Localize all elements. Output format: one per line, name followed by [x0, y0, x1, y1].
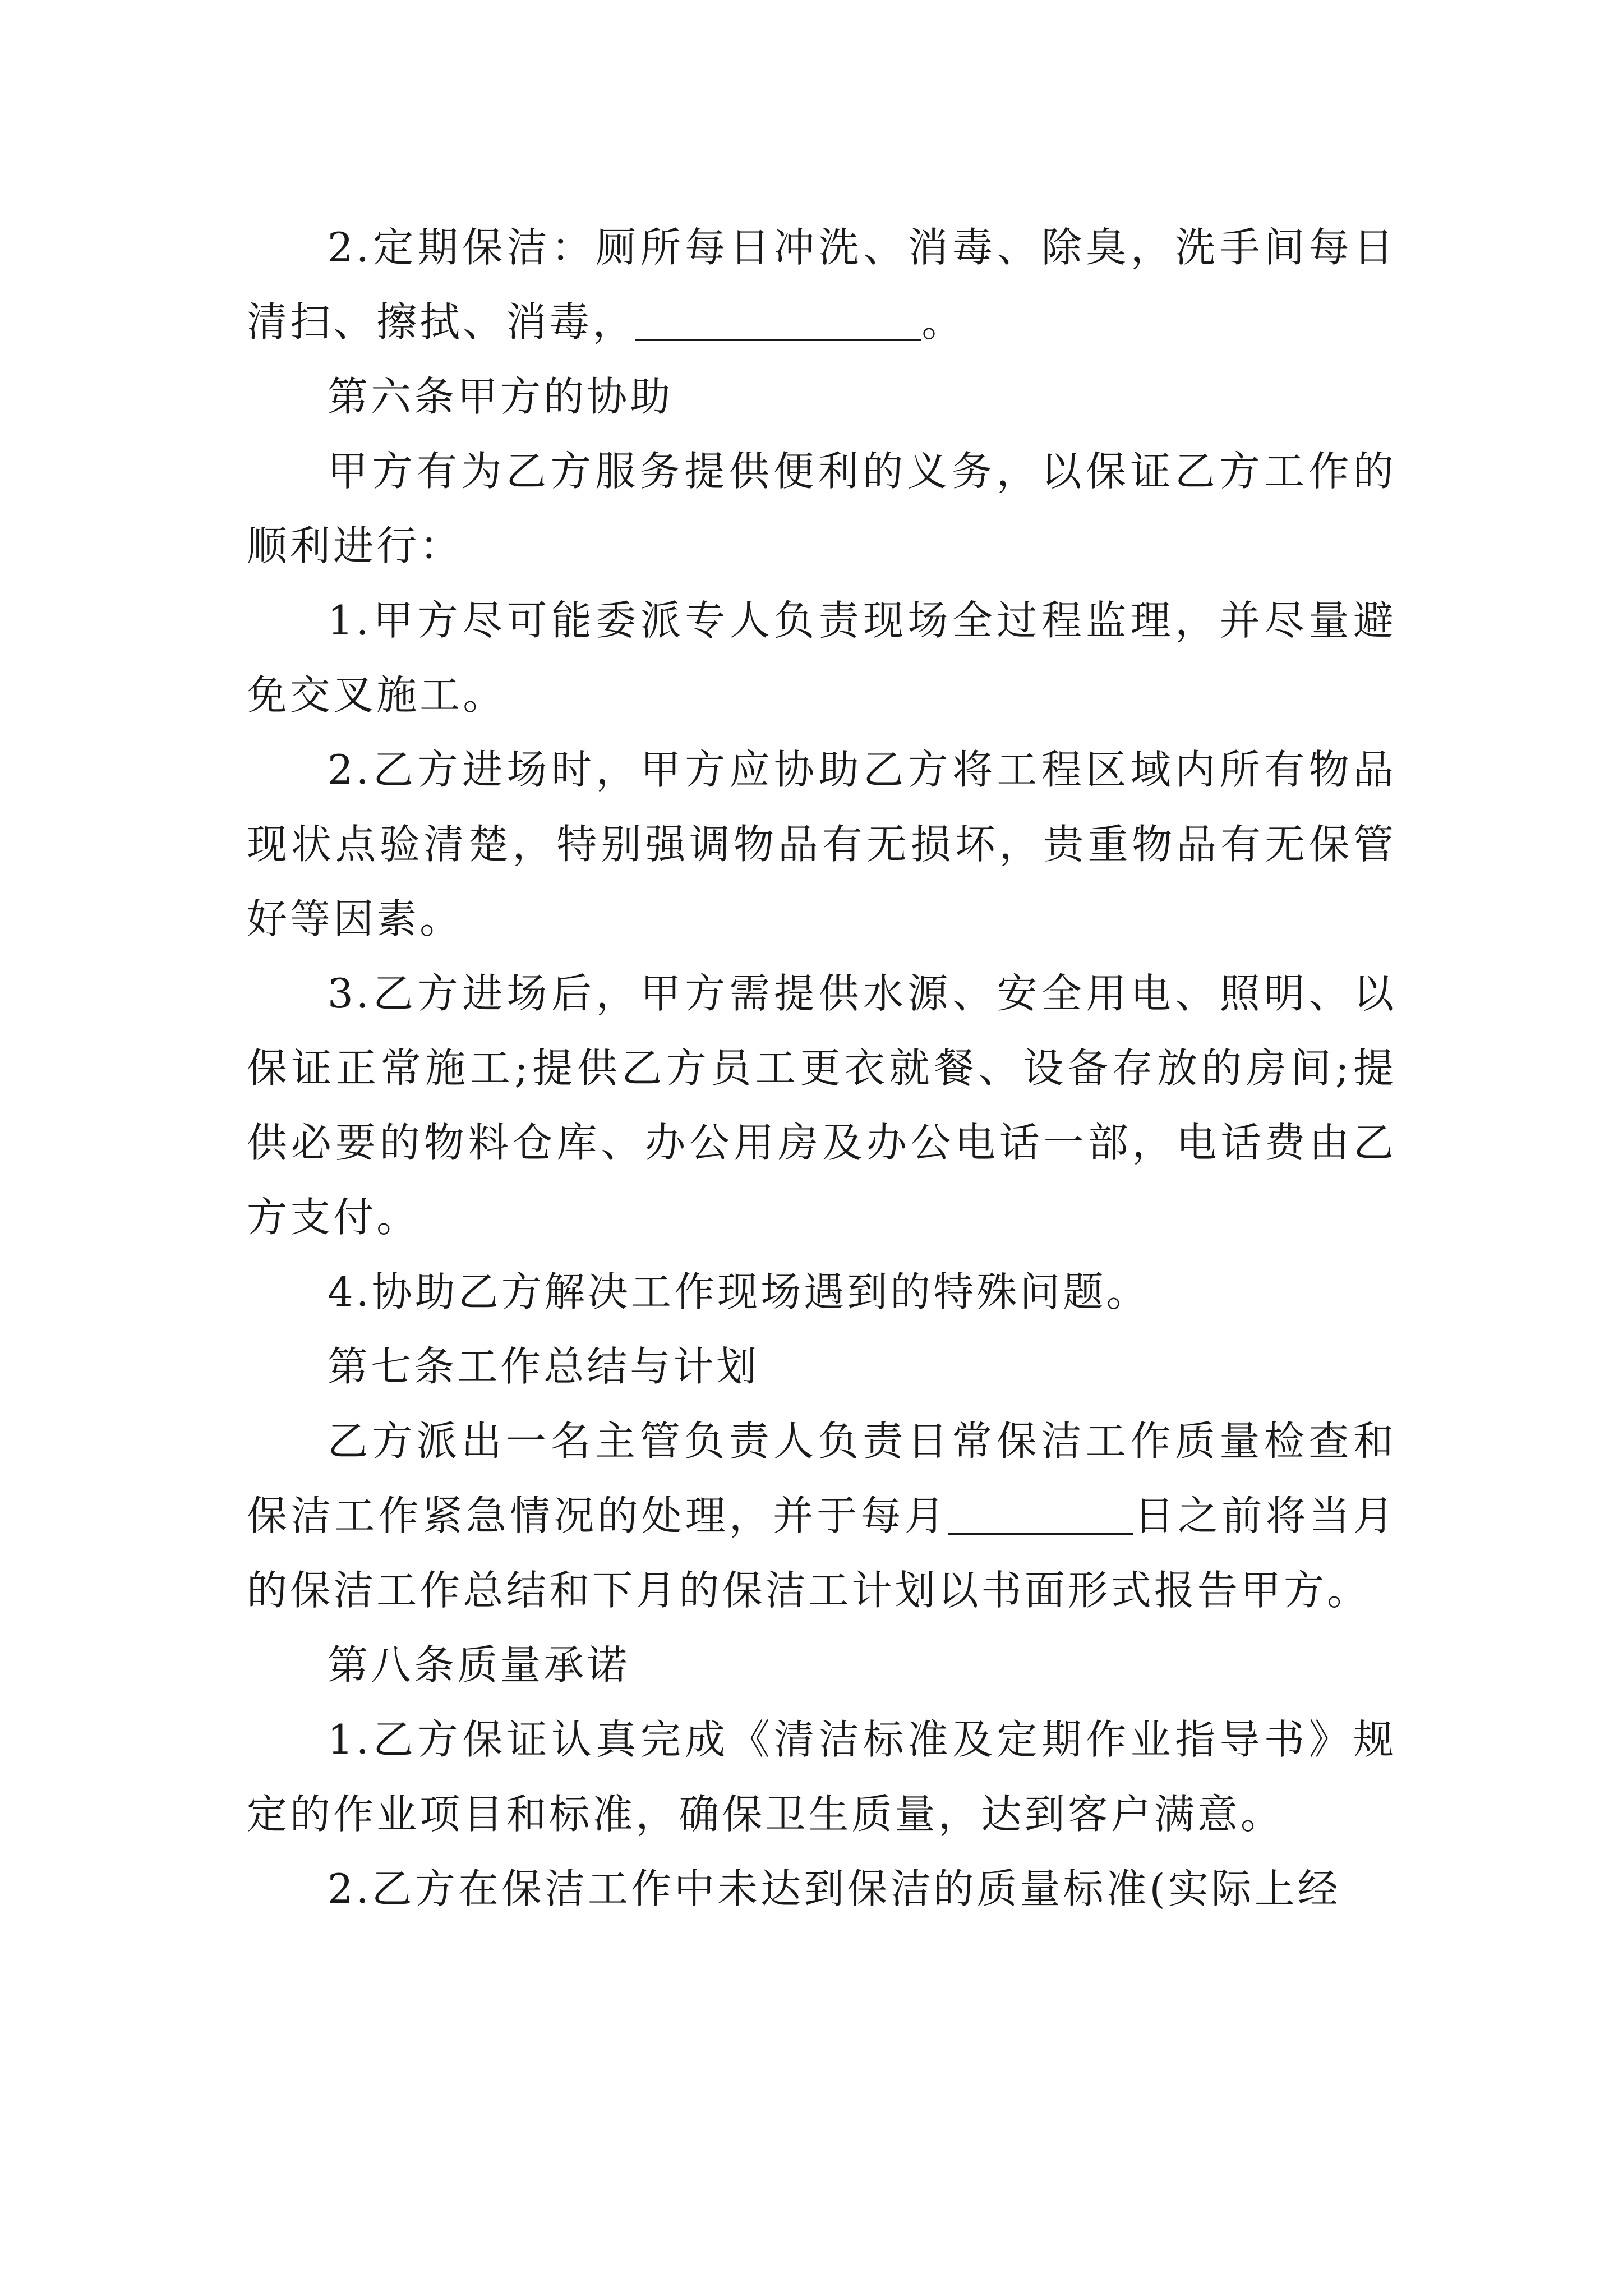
- article-6-item-4: 4.协助乙方解决工作现场遇到的特殊问题。: [328, 1268, 1150, 1315]
- article-8-heading: 第八条质量承诺: [328, 1641, 630, 1688]
- article-6-item-3: 3.乙方进场后，甲方需提供水源、安全用电、照明、以保证正常施工;提供乙方员工更衣就餐、设备存放的房间;提供必要的物料仓库、办公用房及办公电话一部，电话费由乙方支付。: [247, 970, 1396, 1241]
- article-6-intro: 甲方有为乙方服务提供便利的义务，以保证乙方工作的顺利进行：: [247, 448, 1396, 569]
- article-6-item-2: 2.乙方进场时，甲方应协助乙方将工程区域内所有物品现状点验清楚，特别强调物品有无损坏，贵重物品有无保管好等因素。: [247, 746, 1396, 942]
- clause-5-item-2: [247, 210, 1396, 360]
- article-7-body: [247, 1404, 1396, 1628]
- article-6-heading: 第六条甲方的协助: [328, 373, 674, 420]
- article-6-item-1: 1.甲方尽可能委派专人负责现场全过程监理，并尽量避免交叉施工。: [247, 597, 1396, 719]
- clause-5-item-2-text: 2.定期保洁：厕所每日冲洗、消毒、除臭，洗手间每日清扫、擦拭、消毒，: [247, 224, 1396, 346]
- article-8-item-2: 2.乙方在保洁工作中未达到保洁的质量标准(实际上经: [328, 1865, 1341, 1912]
- clause-5-item-2-end: 。: [921, 298, 965, 346]
- article-7-body-end: 日之前将当月的保洁工作总结和下月的保洁工计划以书面形式报告甲方。: [247, 1492, 1396, 1614]
- article-8-item-1: 1.乙方保证认真完成《清洁标准及定期作业指导书》规定的作业项目和标准，确保卫生质量，达到客户满意。: [247, 1716, 1396, 1838]
- article-7-body-text: 乙方派出一名主管负责人负责日常保洁工作质量检查和保洁工作紧急情况的处理，并于每月: [247, 1418, 1396, 1539]
- document-page: [247, 210, 1396, 1926]
- fill-in-blank: [635, 299, 921, 341]
- fill-in-blank-day: [948, 1493, 1133, 1535]
- article-7-heading: 第七条工作总结与计划: [328, 1343, 760, 1390]
